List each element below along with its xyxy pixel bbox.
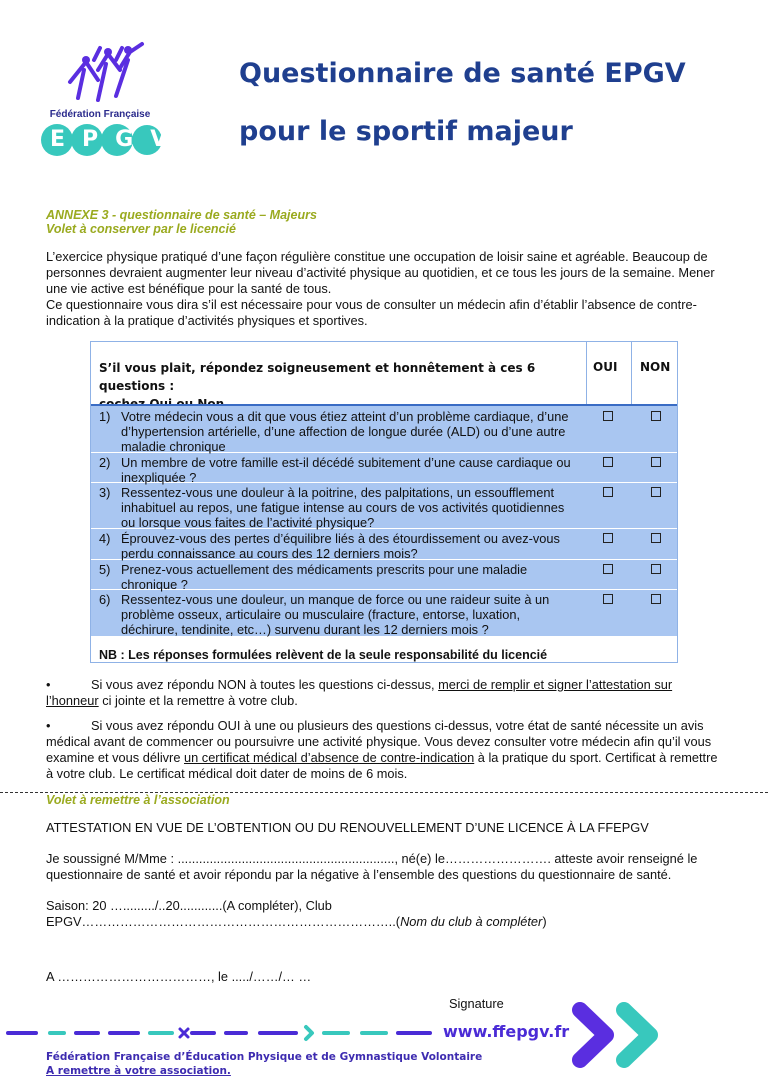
bullet-text: à la pratique du sport. Certificat à remettre: [474, 750, 718, 765]
intro-line: personnes devraient augmenter leur niveau d’activité physique au quotidien, et ce tous les jours de la semaine. Mener: [46, 265, 715, 280]
table-row: [91, 559, 677, 590]
checkbox-non[interactable]: [651, 411, 661, 421]
question-number: 2): [99, 455, 111, 470]
footer-note: A remettre à votre association.: [46, 1065, 231, 1077]
bullet-no: [46, 677, 726, 709]
question-line: perdu connaissance au cours des 12 derniers mois?: [121, 546, 418, 561]
question-text: [121, 455, 581, 485]
question-number: 6): [99, 592, 111, 607]
attestation-link-cont[interactable]: l’honneur: [46, 693, 99, 708]
question-line: Prenez-vous actuellement des médicaments prescrits pour une maladie: [121, 562, 528, 577]
checkbox-oui[interactable]: [603, 594, 613, 604]
intro-line: une vie active est bénéfique pour la santé de tous.: [46, 281, 332, 296]
bullet-text: médical avant de commencer ou poursuivre une activité physique. Vous devez consulter votre médecin afin qu’il vous: [46, 734, 712, 749]
checkbox-non[interactable]: [651, 487, 661, 497]
attestation-line: questionnaire de santé et avoir répondu par la négative à l’ensemble des questions du questionnaire de santé.: [46, 867, 672, 882]
question-text: [121, 562, 581, 592]
logo-caption: Fédération Française: [49, 109, 151, 120]
signature-label: Signature: [449, 996, 504, 1011]
question-number: 4): [99, 531, 111, 546]
website-link[interactable]: www.ffepgv.fr: [443, 1022, 570, 1041]
table-header: [91, 342, 677, 404]
annex-line1: ANNEXE 3 - questionnaire de santé – Majeurs: [46, 208, 317, 222]
column-divider: [586, 342, 587, 404]
logo-acronym: EPGV: [50, 127, 185, 152]
checkbox-oui[interactable]: [603, 533, 613, 543]
volet-heading: Volet à remettre à l’association: [46, 793, 230, 807]
table-body: [91, 404, 677, 636]
page-title-line2: pour le sportif majeur: [239, 116, 573, 147]
bullet-dot: •: [46, 677, 51, 692]
table-note: NB : Les réponses formulées relèvent de la seule responsabilité du licencié: [99, 648, 548, 662]
attestation-heading: ATTESTATION EN VUE DE L’OBTENTION OU DU RENOUVELLEMENT D’UNE LICENCE À LA FFEPGV: [46, 820, 649, 835]
table-row: [91, 406, 677, 453]
question-number: 5): [99, 562, 111, 577]
annex-heading: [46, 208, 317, 236]
club-field-close: ): [542, 914, 547, 929]
table-row: [91, 528, 677, 560]
intro-line: indication à la pratique d’activités physiques et sportives.: [46, 313, 368, 328]
intro-paragraph: [46, 249, 722, 329]
logo-acronym-row: [38, 124, 185, 158]
question-line: inhabituel au repos, une fatigue intense au cours de vos activités quotidiennes: [121, 500, 565, 515]
column-oui: OUI: [593, 360, 618, 374]
column-divider: [631, 342, 632, 404]
column-non: NON: [640, 360, 671, 374]
checkbox-non[interactable]: [651, 564, 661, 574]
question-line: Votre médecin vous a dit que vous étiez atteint d’un problème cardiaque, d’une: [121, 409, 569, 424]
health-questionnaire-table: [90, 341, 678, 663]
question-line: ou lorsque vous faites de l’activité physique?: [121, 515, 375, 530]
question-line: d’hypertension artérielle, d’une affection de longue durée (ALD) ou d’une autre: [121, 424, 566, 439]
question-line: Un membre de votre famille est-il décédé subitement d’une cause cardiaque ou: [121, 455, 571, 470]
checkbox-oui[interactable]: [603, 411, 613, 421]
footer-decoration: [0, 1020, 440, 1044]
question-number: 3): [99, 485, 111, 500]
question-number: 1): [99, 409, 111, 424]
intro-line: L’exercice physique pratiqué d’une façon régulière constitue une occupation de loisir saine et agréable. Beaucoup de: [46, 249, 708, 264]
chevrons-icon: [572, 1002, 664, 1068]
checkbox-oui[interactable]: [603, 487, 613, 497]
attestation-line: Je soussigné M/Mme : ............................................................., né(e) le……………………. atteste avoir renseigné le: [46, 851, 698, 866]
annex-line2: Volet à conserver par le licencié: [46, 222, 236, 236]
certificate-link[interactable]: un certificat médical d’absence de contre-indication: [184, 750, 475, 765]
federation-name: Fédération Française d’Éducation Physique et de Gymnastique Volontaire: [46, 1051, 483, 1063]
question-line: Ressentez-vous une douleur, un manque de force ou une raideur suite à un: [121, 592, 550, 607]
table-row: [91, 482, 677, 529]
checkbox-non[interactable]: [651, 533, 661, 543]
club-field-hint: Nom du club à compléter: [400, 914, 543, 929]
question-text: [121, 485, 581, 530]
question-text: [121, 409, 581, 454]
bullet-text: Si vous avez répondu NON à toutes les questions ci-dessus,: [91, 677, 439, 692]
question-line: maladie chronique: [121, 439, 226, 454]
bullet-text: examine et vous délivre: [46, 750, 184, 765]
table-row: [91, 452, 677, 483]
checkbox-oui[interactable]: [603, 457, 613, 467]
table-row: [91, 589, 677, 635]
checkbox-non[interactable]: [651, 457, 661, 467]
question-line: Ressentez-vous une douleur à la poitrine, des palpitations, un essoufflement: [121, 485, 554, 500]
question-line: déchirure, tendinite, etc…) survenu durant les 12 derniers mois ?: [121, 622, 489, 637]
intro-line: Ce questionnaire vous dira s’il est nécessaire pour vous de consulter un médecin afin d’établir l’absence de contre-: [46, 297, 697, 312]
club-field[interactable]: [46, 914, 547, 930]
page-title-line1: Questionnaire de santé EPGV: [239, 58, 686, 89]
bullet-text: à votre club. Le certificat médical doit dater de moins de 6 mois.: [46, 766, 408, 781]
question-line: problème osseux, articulaire ou musculaire (fracture, entorse, luxation,: [121, 607, 521, 622]
question-line: chronique ?: [121, 577, 188, 592]
bullet-dot: •: [46, 718, 51, 733]
checkbox-non[interactable]: [651, 594, 661, 604]
footer-federation: [46, 1050, 482, 1078]
club-field-dots: EPGV………………………………………………………………..(: [46, 914, 401, 929]
bullet-text: Si vous avez répondu OUI à une ou plusieurs des questions ci-dessus, votre état de santé nécessite un avis: [91, 718, 704, 733]
question-line: inexpliquée ?: [121, 470, 197, 485]
question-text: [121, 592, 581, 637]
bullet-text: ci jointe et la remettre à votre club.: [98, 693, 298, 708]
attestation-link[interactable]: merci de remplir et signer l’attestation sur: [438, 677, 673, 692]
question-line: Éprouvez-vous des pertes d’équilibre liés à des étourdissement ou avez-vous: [121, 531, 560, 546]
place-date-field[interactable]: A ………………………………, le ...../……/… …: [46, 969, 312, 984]
checkbox-oui[interactable]: [603, 564, 613, 574]
saison-field[interactable]: Saison: 20 …........./..20............(A compléter), Club: [46, 898, 332, 913]
instructions-line1: S’il vous plait, répondez soigneusement et honnêtement à ces 6 questions :: [99, 361, 536, 393]
question-text: [121, 531, 581, 561]
bullet-yes: [46, 718, 726, 782]
